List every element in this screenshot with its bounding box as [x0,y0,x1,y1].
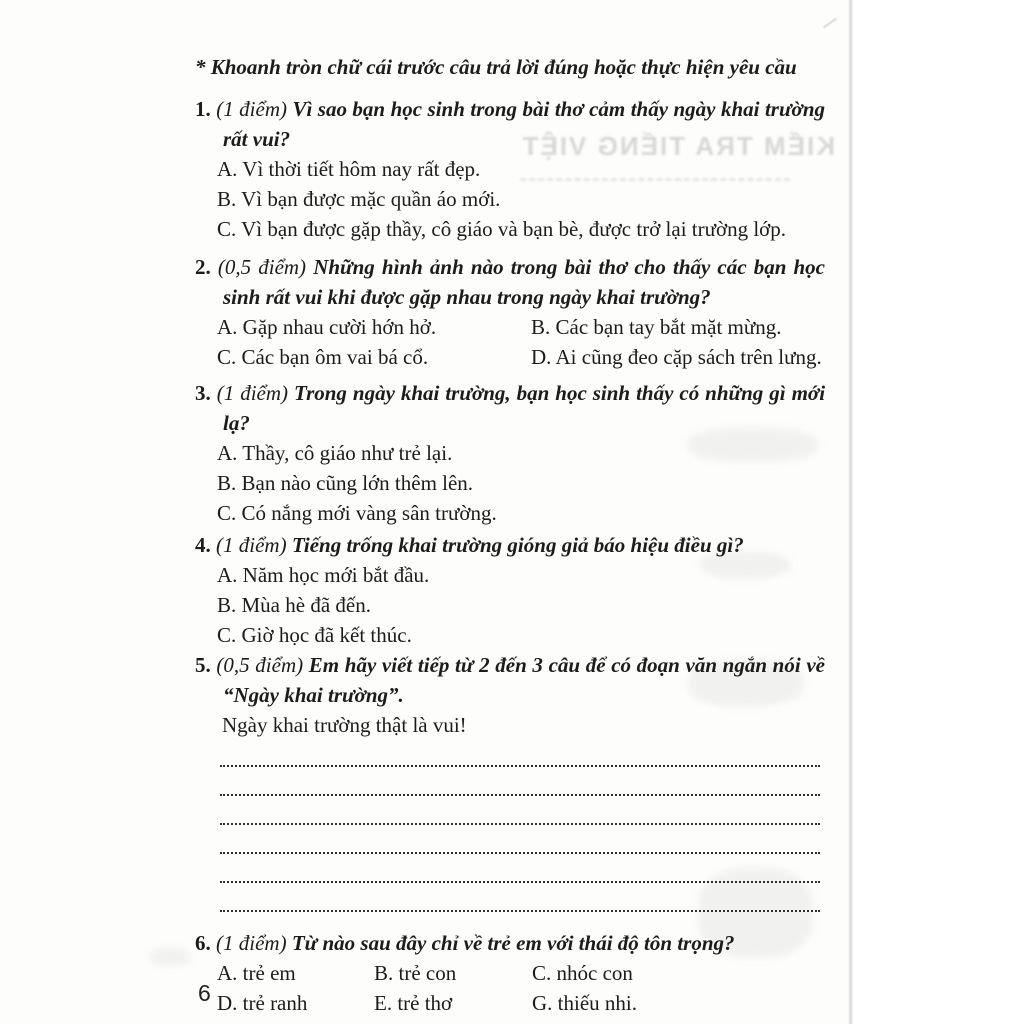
question-5-writing-area [220,738,820,912]
question-3 [195,378,825,528]
question-2-points: (0,5 điểm) [217,255,307,279]
question-6-number: 6. [195,931,211,955]
question-5 [195,650,825,912]
question-4-stem: Tiếng trống khai trường gióng giả báo hiệu điều gì? [291,533,744,557]
question-1-options [195,154,825,244]
question-1-stem-line [195,94,825,154]
document-body [195,52,825,1018]
option-6e: E. trẻ thơ [374,991,453,1015]
bleedthrough-label: KIỂM TRA TIẾNG VIỆT [520,131,835,161]
option-6d: D. trẻ ranh [217,991,308,1015]
question-2 [195,252,825,372]
question-1-stem: Vì sao bạn học sinh trong bài thơ cảm thấy ngày khai trường rất vui? [223,97,825,151]
question-1-number: 1. [195,97,211,121]
option-2a: A. Gặp nhau cười hớn hở. [217,315,437,339]
question-2-options [195,312,825,372]
question-5-number: 5. [195,653,211,677]
scan-smudge [150,948,190,966]
option-2c: C. Các bạn ôm vai bá cổ. [217,345,429,369]
question-5-points: (0,5 điểm) [216,653,304,677]
option-1a: A. Vì thời tiết hôm nay rất đẹp. [217,157,481,181]
scan-corner-mark [823,18,837,29]
option-1b: B. Vì bạn được mặc quần áo mới. [217,187,501,211]
writing-line [220,825,820,854]
question-5-stem: Em hãy viết tiếp từ 2 đến 3 câu để có đoạn văn ngắn nói về “Ngày khai trường”. [223,653,825,707]
page-margin-area [853,0,1024,1024]
question-2-stem: Những hình ảnh nào trong bài thơ cho thấy các bạn học sinh rất vui khi được gặp nhau trong ngày khai trường? [223,255,825,309]
option-4a: A. Năm học mới bắt đầu. [217,563,430,587]
question-4-options [195,560,825,650]
option-6c: C. nhóc con [532,961,633,985]
option-6g: G. thiếu nhi. [532,991,637,1015]
question-6-points: (1 điểm) [216,931,287,955]
writing-line [220,796,820,825]
question-4-number: 4. [195,533,211,557]
writing-line [220,738,820,767]
option-4c: C. Giờ học đã kết thúc. [217,623,412,647]
instruction: * Khoanh tròn chữ cái trước câu trả lời đúng hoặc thực hiện yêu cầu [195,55,797,79]
writing-line [220,883,820,912]
question-1-points: (1 điểm) [216,97,287,121]
question-1 [195,94,825,244]
question-5-opening-sentence: Ngày khai trường thật là vui! [222,713,467,737]
writing-line [220,854,820,883]
question-3-number: 3. [195,381,211,405]
option-6b: B. trẻ con [374,961,457,985]
question-2-number: 2. [195,255,211,279]
writing-line [220,767,820,796]
option-1c: C. Vì bạn được gặp thầy, cô giáo và bạn bè, được trở lại trường lớp. [217,217,787,241]
question-4-points: (1 điểm) [216,533,287,557]
question-3-points: (1 điểm) [216,381,289,405]
question-3-stem: Trong ngày khai trường, bạn học sinh thấy có những gì mới lạ? [223,381,826,435]
question-3-options [195,438,825,528]
question-6-stem-line [195,928,825,958]
question-3-stem-line [195,378,825,438]
question-4-stem-line [195,530,825,560]
option-6a: A. trẻ em [217,961,296,985]
question-6-options [195,958,825,1018]
option-3b: B. Bạn nào cũng lớn thêm lên. [217,471,474,495]
option-3a: A. Thầy, cô giáo như trẻ lại. [217,441,453,465]
question-5-stem-line [195,650,825,710]
question-6 [195,928,825,1018]
page-number: 6 [198,980,211,1006]
question-4 [195,530,825,650]
option-2d: D. Ai cũng đeo cặp sách trên lưng. [531,345,822,369]
question-2-stem-line [195,252,825,312]
question-6-stem: Từ nào sau đây chỉ về trẻ em với thái độ tôn trọng? [291,931,735,955]
option-4b: B. Mùa hè đã đến. [217,593,371,617]
option-2b: B. Các bạn tay bắt mặt mừng. [531,315,782,339]
option-3c: C. Có nắng mới vàng sân trường. [217,501,497,525]
